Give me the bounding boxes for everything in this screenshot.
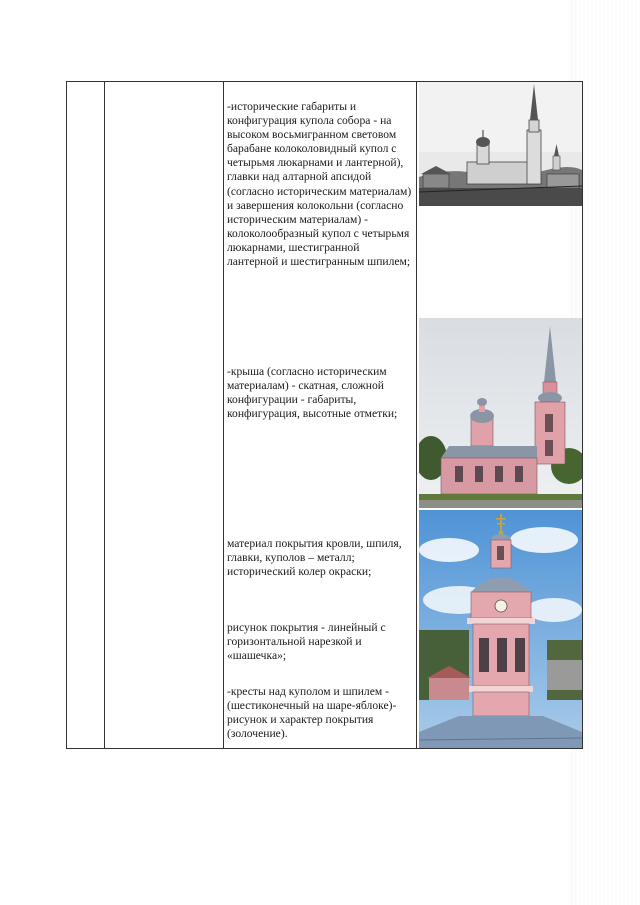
church-spire-photo	[419, 318, 582, 508]
historic-church-photo	[419, 82, 582, 206]
text-crosses: -кресты над куполом и шпилем - (шестиконечный на шаре-яблоке)- рисунок и характер покрытия (золочение).	[227, 685, 397, 741]
column-divider	[223, 82, 224, 748]
document-table	[66, 81, 583, 749]
text-roof-pattern: рисунок покрытия - линейный с горизонтальной нарезкой и «шашечка»;	[227, 621, 386, 663]
column-divider	[104, 82, 105, 748]
column-divider	[416, 82, 417, 748]
text-roof: -крыша (согласно историческим материалам) - скатная, сложной конфигурации - габариты, конфигурация, высотные отметки;	[227, 365, 398, 421]
text-roof-material: материал покрытия кровли, шпиля, главки, куполов – металл; исторический колер окраски;	[227, 537, 402, 579]
bell-tower-photo	[419, 510, 582, 748]
text-dome-configuration: -исторические габариты и конфигурация купола собора - на высоком восьмигранном световом барабане колоколовидный купол с четырьмя люкарнами и лантерной), главки над алтарной апсидой (согласно историческим материалам) и завершения колокольни (согласно историческим материалам) - колоколообразный купол с четырьмя люкарнами, шестигранной лантерной и шестигранным шпилем;	[227, 100, 412, 269]
